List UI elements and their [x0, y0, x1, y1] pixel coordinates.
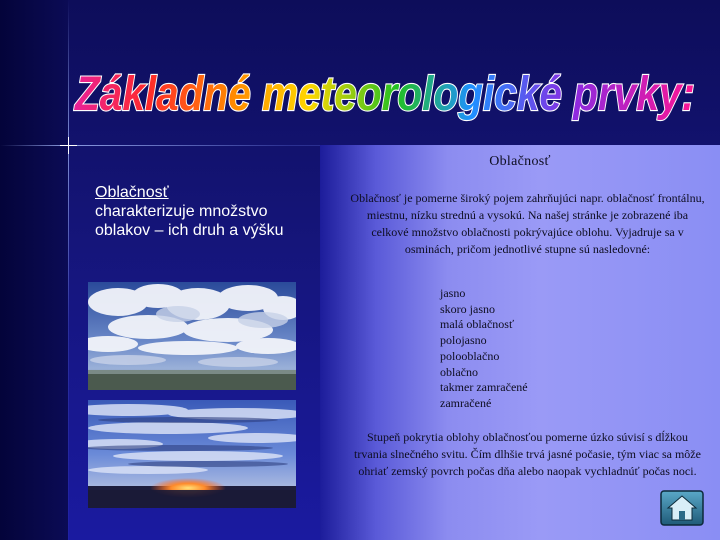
list-item: skoro jasno [440, 301, 495, 316]
list-item: polojasno [440, 333, 487, 348]
list-item: takmer zamračené [440, 380, 528, 395]
svg-text:Základné meteorologické prvky:: Základné meteorologické prvky: [73, 68, 695, 121]
term-description: charakterizuje množstvo oblakov – ich druh a výšku [95, 203, 284, 239]
cloudiness-description [95, 183, 300, 240]
sunset-clouds-photo [88, 400, 296, 508]
home-button[interactable] [660, 490, 704, 526]
document-outro: Stupeň pokrytia oblohy oblačnosťou pomerne úzko súvisí s dĺžkou trvania slnečného svitu. Čím dlhšie trvá jasné počasie, tým viac sa môže ohriať zemský povrch počas dňa alebo naopak vychladnúť počas noci. [354, 430, 701, 478]
document-panel [320, 145, 720, 540]
document-intro: Oblačnosť je pomerne široký pojem zahrňujúci napr. oblačnosť frontálnu, miestnu, nízku strednú a vysokú. Na našej stránke je zobrazené iba celkové množstvo oblačnosti pokrývajúce oblohu. Vyjadruje sa v osminách, pričom jednotlivé stupne sú nasledovné: [350, 191, 705, 256]
left-band [0, 0, 68, 540]
cloudiness-levels-list [440, 286, 528, 412]
cumulus-clouds-photo [88, 282, 296, 390]
list-item: zamračené [440, 395, 492, 410]
document-title: Oblačnosť [489, 154, 551, 169]
decorative-line-vertical [68, 0, 69, 540]
list-item: jasno [440, 286, 466, 300]
list-item: oblačno [440, 364, 478, 379]
list-item: malá oblačnosť [440, 317, 515, 332]
slide-title [70, 60, 700, 130]
term-label: Oblačnosť [95, 184, 169, 201]
list-item: polooblačno [440, 348, 500, 363]
sparkle-icon [60, 137, 77, 154]
